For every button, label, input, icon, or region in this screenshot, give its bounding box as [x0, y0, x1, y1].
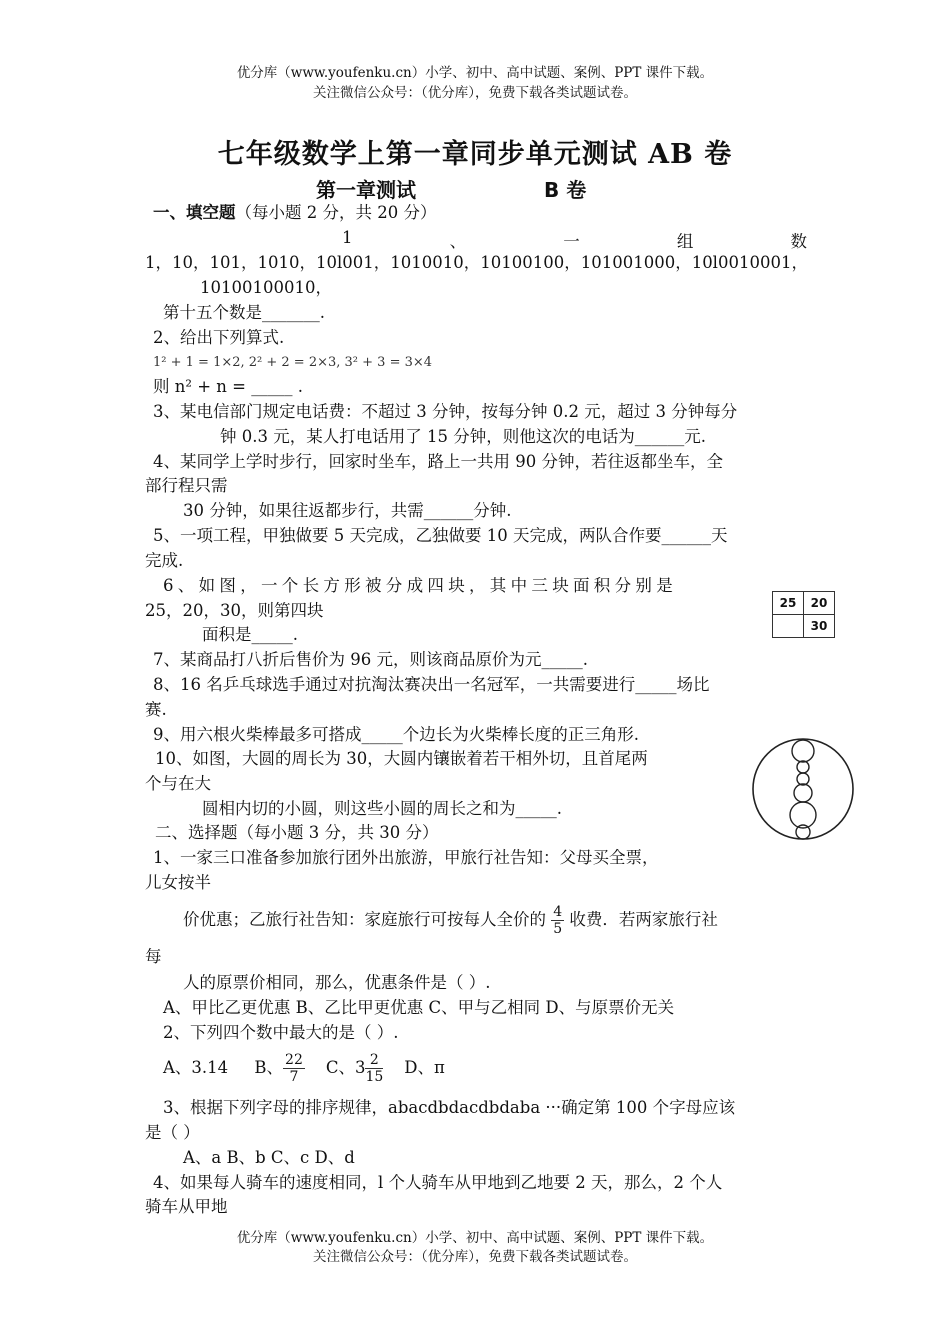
c2-options: A、3.14 B、 $\frac{22}{7}$ C、3 $\frac{2}{15}$ D、π: [163, 1052, 445, 1085]
c1-line5: 人的原票价相同，那么，优惠条件是（ ）.: [183, 973, 491, 992]
q4-line2: 部行程只需: [145, 476, 228, 495]
q3-line2: 钟 0.3 元，某人打电话用了 15 分钟，则他这次的电话为______元.: [220, 427, 706, 446]
c1-line4: 每: [145, 947, 162, 966]
c1-options: A、甲比乙更优惠 B、乙比甲更优惠 C、甲与乙相同 D、与原票价无关: [163, 998, 675, 1017]
q6-line2: 25，20，30，则第四块: [145, 601, 324, 620]
subtitle-left: 第一章测试: [316, 178, 416, 202]
area-cell: 20: [804, 592, 835, 615]
c3-line2: 是（ ）: [145, 1123, 200, 1142]
q10-line3: 圆相内切的小圆，则这些小圆的周长之和为_____.: [202, 799, 562, 818]
q5-line2: 完成.: [145, 551, 184, 570]
section1-heading: 一、填空题（每小题 2 分，共 20 分）: [153, 203, 437, 222]
c1-line1: 1、一家三口准备参加旅行团外出旅游，甲旅行社告知：父母买全票，: [153, 848, 659, 867]
subtitle-right: B 卷: [544, 178, 587, 202]
q4-line1: 4、某同学上学时步行，回家时坐车，路上一共用 90 分钟，若往返都坐车，全: [153, 452, 723, 471]
section2-heading: 二、选择题（每小题 3 分，共 30 分）: [155, 823, 439, 842]
q1-sequence-cont: 10100100010，: [200, 278, 332, 297]
fraction: $\frac{2}{15}$: [365, 1052, 384, 1085]
page-footer-line1: 优分库（www.youfenku.cn）小学、初中、高中试题、案例、PPT 课件下载。: [236, 1230, 714, 1246]
area-cell: 30: [804, 615, 835, 638]
c2-text: 2、下列四个数中最大的是（ ）.: [163, 1023, 399, 1042]
page-header-line1: 优分库（www.youfenku.cn）小学、初中、高中试题、案例、PPT 课件下载。: [236, 65, 714, 81]
q8-line2: 赛.: [145, 700, 167, 719]
page-footer-line2: 关注微信公众号：（优分库），免费下载各类试题试卷。: [313, 1249, 637, 1265]
q5-line1: 5、一项工程，甲独做要 5 天完成，乙独做要 10 天完成，两队合作要______天: [153, 526, 728, 545]
c3-line1: 3、根据下列字母的排序规律，abacdbdacdbdaba ···确定第 100 个字母应该: [163, 1098, 736, 1117]
area-cell: [773, 615, 804, 638]
rectangle-figure: [772, 591, 835, 638]
fraction: $\frac{22}{7}$: [285, 1052, 303, 1085]
q9-text: 9、用六根火柴棒最多可搭成_____个边长为火柴棒长度的正三角形.: [153, 725, 639, 744]
q10-line2: 个与在大: [145, 774, 211, 793]
q1-spread: 1 、 一 组 数: [342, 228, 807, 251]
c1-line3: 价优惠；乙旅行社告知：家庭旅行可按每人全价的 $\frac{4}{5}$ 收费．若两家旅行社: [183, 904, 718, 937]
c4-line2: 骑车从甲地: [145, 1197, 228, 1216]
page-header-line2: 关注微信公众号：（优分库），免费下载各类试题试卷。: [313, 85, 637, 101]
q2-ask: 则 n² + n = _____ .: [153, 377, 303, 396]
q2-text: 2、给出下列算式.: [153, 328, 285, 347]
q2-formula: 1² + 1 = 1×2, 2² + 2 = 2×3, 3² + 3 = 3×4: [153, 355, 433, 370]
q6-line1: 6、如图，一个长方形被分成四块，其中三块面积分别是: [163, 576, 677, 595]
q1-ask: 第十五个数是_______.: [163, 303, 325, 322]
circles-figure: [748, 737, 858, 842]
c1-line2: 儿女按半: [145, 873, 211, 892]
q7-text: 7、某商品打八折后售价为 96 元，则该商品原价为元_____.: [153, 650, 588, 669]
q1-sequence: 1，10，101，1010，10l001，1010010，10100100，101001000，10l0010001，: [145, 253, 808, 272]
page-title: 七年级数学上第一章同步单元测试 AB 卷: [217, 139, 733, 170]
q10-line1: 10、如图，大圆的周长为 30，大圆内镶嵌着若干相外切，且首尾两: [155, 749, 648, 768]
q4-line3: 30 分钟，如果往返都步行，共需______分钟.: [183, 501, 512, 520]
fraction: $\frac{4}{5}$: [553, 904, 563, 937]
c3-options: A、a B、b C、c D、d: [183, 1148, 355, 1167]
q6-line3: 面积是_____.: [202, 625, 298, 644]
q3-line1: 3、某电信部门规定电话费：不超过 3 分钟，按每分钟 0.2 元，超过 3 分钟每分: [153, 402, 738, 421]
c4-line1: 4、如果每人骑车的速度相同，l 个人骑车从甲地到乙地要 2 天，那么，2 个人: [153, 1173, 723, 1192]
area-cell: 25: [773, 592, 804, 615]
q8-line1: 8、16 名乒乓球选手通过对抗淘汰赛决出一名冠军，一共需要进行_____场比: [153, 675, 710, 694]
